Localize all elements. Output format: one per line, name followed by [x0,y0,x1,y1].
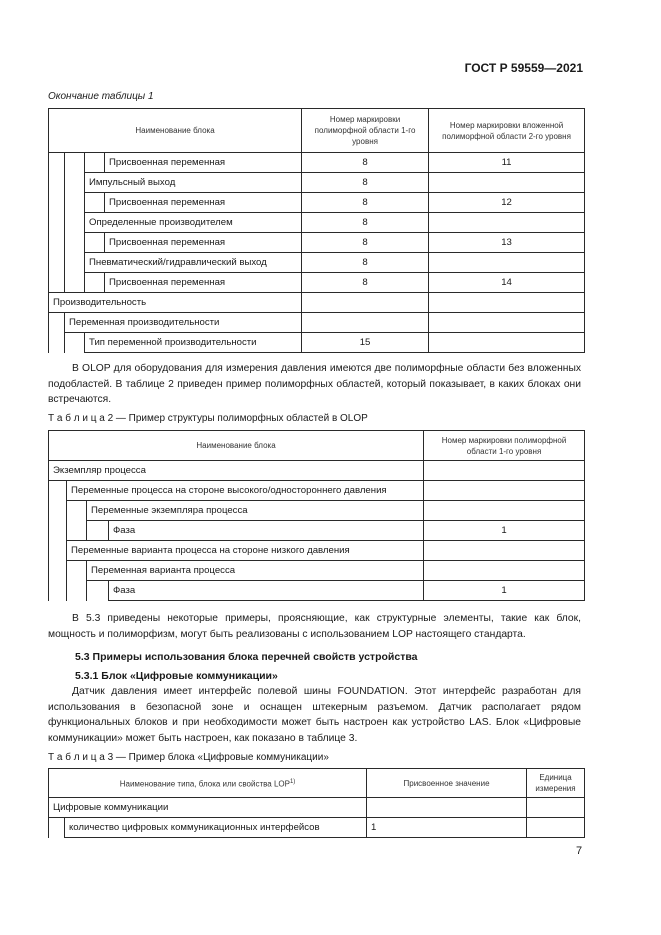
table3-header-unit: Единица измерения [527,769,585,798]
paragraph-sensor: Датчик давления имеет интерфейс полевой шины FOUNDATION. Этот интерфейс разработан для использования в безопасной зоне и оснащен штекерным разъемом. Датчик располагает рядом функциональных блоков и при необходимости может быть настроен как устройство LAS. Блок «Цифровые коммуникации» может быть настроен, как показано в таблице 3. [48,686,581,744]
table-row: Переменные варианта процесса на стороне низкого давления [49,541,585,561]
table2-header-l1: Номер маркировки полиморфной области 1-го уровня [424,431,585,461]
table2-caption: Т а б л и ц а 2 — Пример структуры полиморфных областей в OLOP [48,413,368,424]
table1-caption: Окончание таблицы 1 [48,91,154,102]
table3-header-name: Наименование типа, блока или свойства LOP$^{1)}$ [49,769,367,798]
table2 [48,430,585,601]
table-row: Фаза 1 [49,581,585,601]
table-row: Переменные экземпляра процесса [49,501,585,521]
table-row: Экземпляр процесса [49,461,585,481]
table-row: Переменная варианта процесса [49,561,585,581]
table-row: Присвоенная переменная 8 14 [49,273,585,293]
paragraph-olop: В OLOP для оборудования для измерения давления имеются две полиморфные области без вложенных подобластей. В таблице 2 приведен пример полиморфных областей, который показывает, в каких блоках они встречаются. [48,363,581,406]
paragraph-examples: В 5.3 приведены некоторые примеры, проясняющие, как структурные элементы, такие как блок, мощность и полиморфизм, могут быть реализованы с использованием LOP настоящего стандарта. [48,613,581,640]
table1-header-l2: Номер маркировки вложенной полиморфной области 2-го уровня [429,109,585,153]
table-row: Переменные процесса на стороне высокого/одностороннего давления [49,481,585,501]
table-row: Пневматический/гидравлический выход 8 [49,253,585,273]
subsection-heading: 5.3.1 Блок «Цифровые коммуникации» [75,670,278,682]
table-row: Определенные производителем 8 [49,213,585,233]
table-row: Импульсный выход 8 [49,173,585,193]
table3 [48,768,585,838]
section-heading: 5.3 Примеры использования блока перечней свойств устройства [75,651,418,663]
table3-caption: Т а б л и ц а 3 — Пример блока «Цифровые коммуникации» [48,752,329,763]
table-row: Переменная производительности [49,313,585,333]
table-row: Присвоенная переменная 8 12 [49,193,585,213]
table-row: Цифровые коммуникации [49,798,585,818]
table-row: Присвоенная переменная 8 13 [49,233,585,253]
table2-header-name: Наименование блока [49,431,424,461]
table1-header-l1: Номер маркировки полиморфной области 1-го уровня [302,109,429,153]
document-code: ГОСТ Р 59559—2021 [464,61,583,75]
table1-header-name: Наименование блока [49,109,302,153]
table-row: Фаза 1 [49,521,585,541]
table1 [48,108,585,353]
table-row: Тип переменной производительности 15 [49,333,585,353]
table-row: Производительность [49,293,585,313]
page-number: 7 [576,845,583,857]
table-row: Присвоенная переменная 8 11 [49,153,585,173]
table-row: количество цифровых коммуникационных интерфейсов 1 [49,818,585,838]
table3-header-value: Присвоенное значение [367,769,527,798]
